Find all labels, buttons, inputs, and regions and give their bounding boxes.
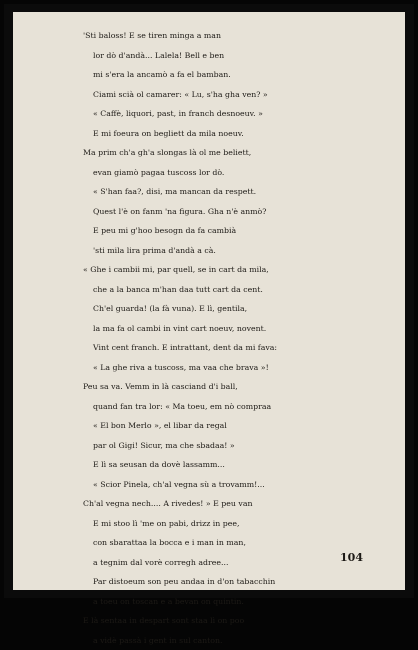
poem-line: a tegnim dal vorè corregh adree... xyxy=(13,553,405,573)
poem-line: E lì sa seusan da dovè lassamm... xyxy=(13,455,405,475)
poem-line: Vint cent franch. E intrattant, dent da mi fava: xyxy=(13,338,405,358)
poem-line: a toeu on toscan e a bevan on quintin. xyxy=(13,592,405,612)
poem-line: con sbarattaa la bocca e i man in man, xyxy=(13,533,405,553)
poem-line: 'Sti baloss! E se tiren minga a man xyxy=(13,26,405,46)
poem-line: quand fan tra lor: « Ma toeu, em nò compraa xyxy=(13,397,405,417)
poem-line: Par distoeum son peu andaa in d'on tabacchin xyxy=(13,572,405,592)
page-number: 104 xyxy=(340,551,363,564)
poem-line: a vidè passà i gent in sul canton. xyxy=(13,631,405,650)
poem-line: Quest l'è on fanm 'na figura. Gha n'è anmò? xyxy=(13,202,405,222)
poem-line: lor dò d'andà... Lalela! Bell e ben xyxy=(13,46,405,66)
poem-line: « La ghe riva a tuscoss, ma vaa che brava »! xyxy=(13,358,405,378)
poem-line: « El bon Merlo », el libar da regal xyxy=(13,416,405,436)
poem-line: 'sti mila lira prima d'andà a cà. xyxy=(13,241,405,261)
poem-line: Peu sa va. Vemm in là casciand d'i ball, xyxy=(13,377,405,397)
poem-line: par ol Gigi! Sicur, ma che sbadaa! » xyxy=(13,436,405,456)
scan-border xyxy=(4,4,414,598)
poem-line: « S'han faa?, disi, ma mancan da respett. xyxy=(13,182,405,202)
poem-line: « Caffè, liquori, past, in franch desnoeuv. » xyxy=(13,104,405,124)
poem-line: Ch'el guarda! (la fà vuna). E lì, gentila, xyxy=(13,299,405,319)
poem-line: che a la banca m'han daa tutt cart da cent. xyxy=(13,280,405,300)
poem-line: mi s'era la ancamò a fa el bamban. xyxy=(13,65,405,85)
poem-line: « Ghe i cambii mi, par quell, se in cart da mila, xyxy=(13,260,405,280)
book-page xyxy=(13,12,405,590)
poem-line: E mi foeura on begliett da mila noeuv. xyxy=(13,124,405,144)
poem-line: « Scior Pinela, ch'al vegna sù a trovamm!... xyxy=(13,475,405,495)
poem-line: Ciami scià ol camarer: « Lu, s'ha gha ven? » xyxy=(13,85,405,105)
poem-line: E là sentaa in despart sont staa lì on poo xyxy=(13,611,405,631)
poem-line: E peu mi g'hoo besogn da fa cambià xyxy=(13,221,405,241)
poem-line: Ch'al vegna nech.... A rivedes! » E peu van xyxy=(13,494,405,514)
poem-line: Ma prim ch'a gh'a slongas là ol me beliett, xyxy=(13,143,405,163)
poem-line: evan giamò pagaa tuscoss lor dò. xyxy=(13,163,405,183)
poem-line: E mi stoo lì 'me on pabi, drizz in pee, xyxy=(13,514,405,534)
poem-line: la ma fa ol cambi in vint cart noeuv, novent. xyxy=(13,319,405,339)
